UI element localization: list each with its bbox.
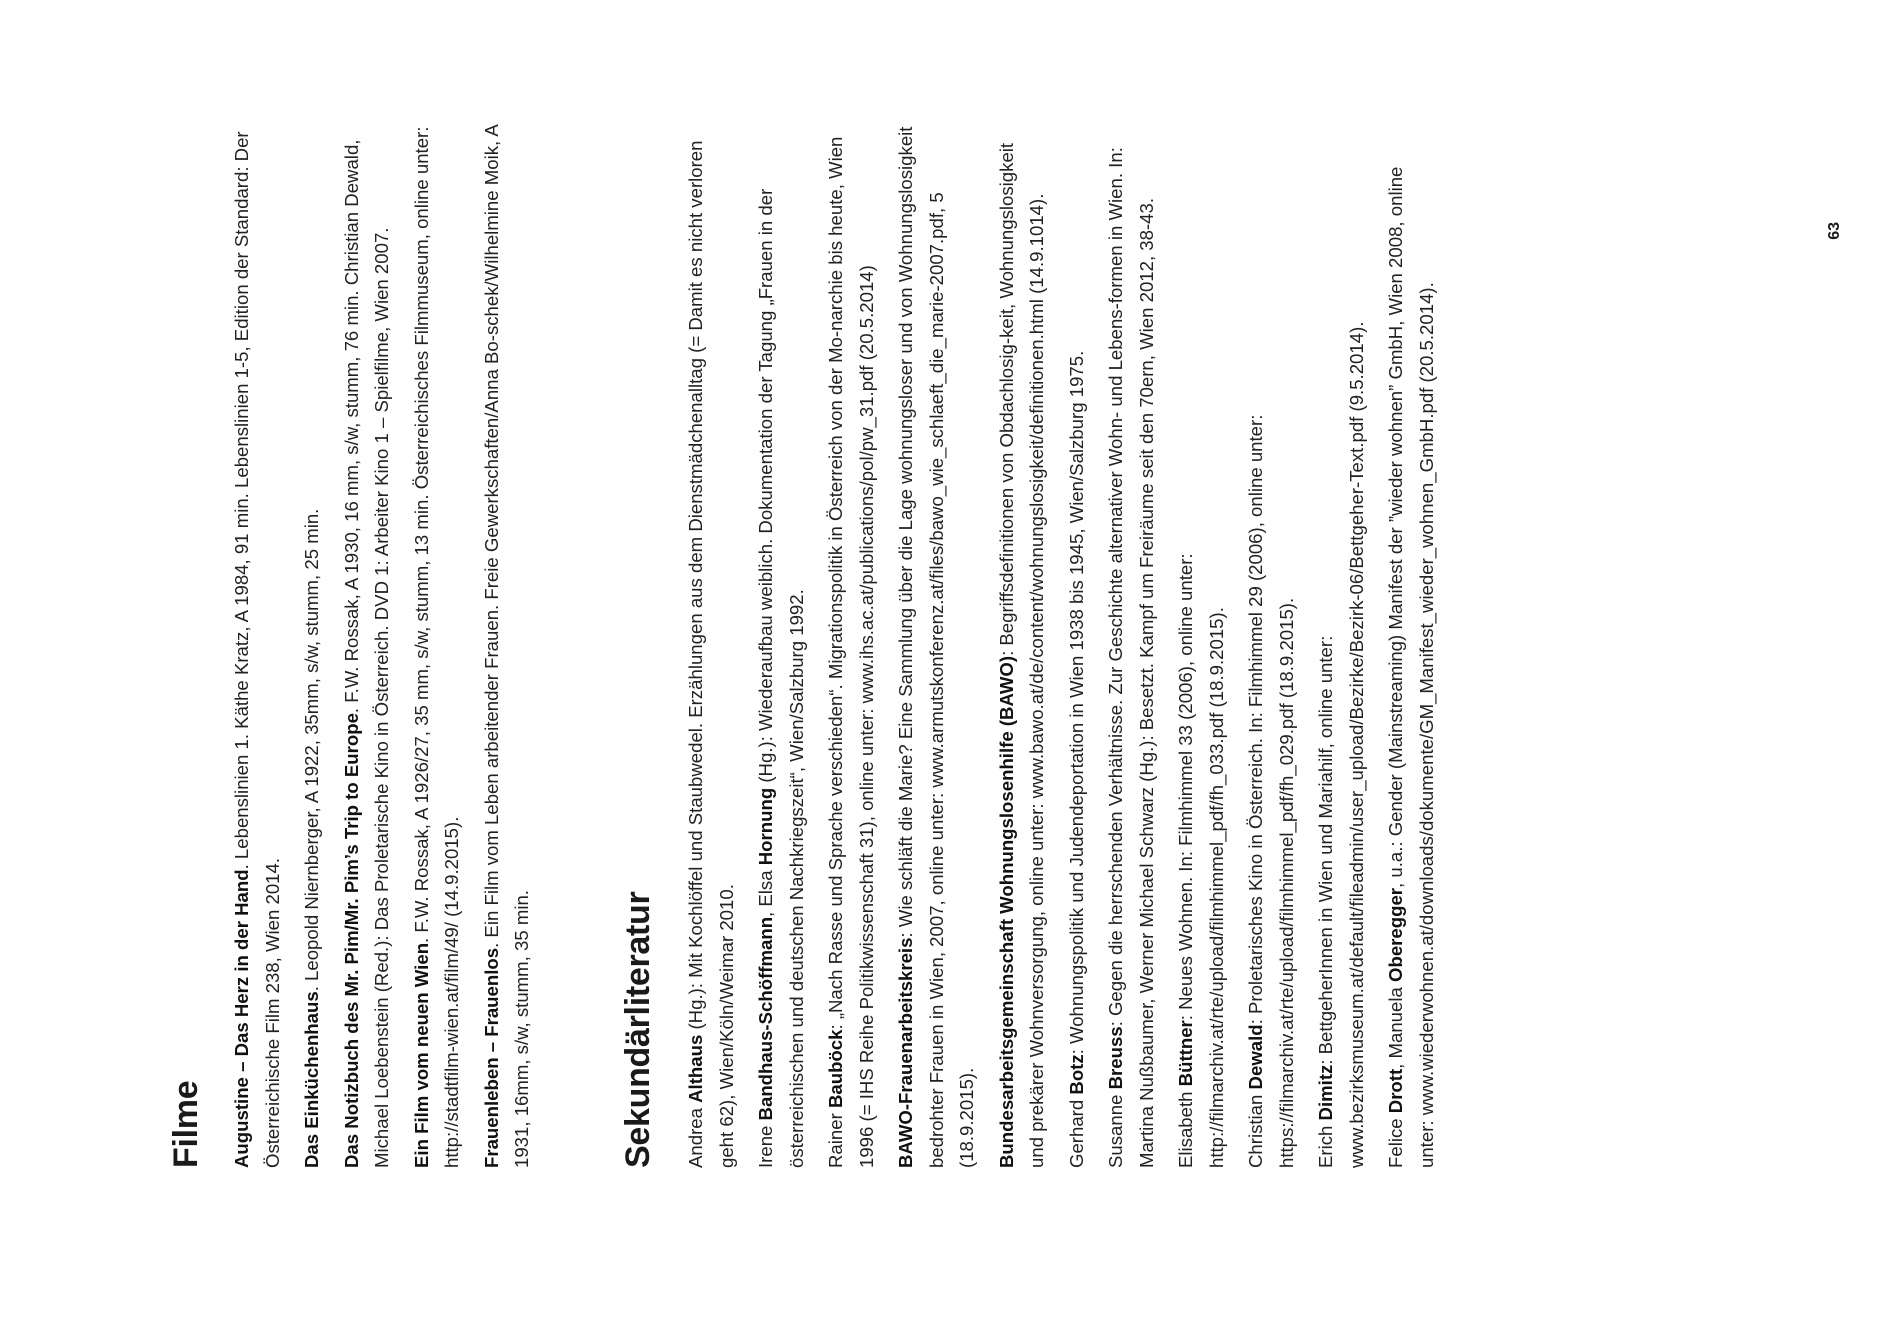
- entry-text: , Manuela: [1385, 982, 1407, 1069]
- entry-bold-text: Bauböck: [825, 1029, 847, 1109]
- bibliography-entry: [337, 118, 398, 1168]
- entry-text: : Wie schläft die Marie? Eine Sammlung über die Lage wohnungsloser und von Wohnungslosigkeit bedrohter Frauen in Wien, 2007, online unter: www.armutskonferenz.at/files/bawo_wie_schlaeft_die_marie-2007.pdf, 5 (18.9.2015).: [895, 126, 978, 1168]
- entry-text: Elisabeth: [1175, 1086, 1197, 1168]
- entry-bold-text: Drott: [1385, 1068, 1407, 1114]
- entry-text: Felice: [1385, 1113, 1407, 1168]
- entry-text: : Wohnungspolitik und Judendeportation in Wien 1938 bis 1945, Wien/Salzburg 1975.: [1065, 350, 1087, 1055]
- entry-text: : „Nach Rasse und Sprache verschieden“. Migrationspolitik in Österreich von der Mo-narchie bis heute, Wien 1996 (= IHS Reihe Politikwissenschaft 31), online unter: www.ihs.ac.at/publications/pol/pw_31.pdf (20.5.2014): [825, 136, 877, 1168]
- bibliography-entry: [821, 118, 882, 1168]
- bibliography-entry: [1101, 118, 1162, 1168]
- section-heading-filme: Filme: [167, 1080, 205, 1168]
- entry-text: , u.a.: Gender (Mainstreaming) Manifest der ”wieder wohnen” GmbH, Wien 2008, online unter: www.wiederwohnen.at/downloads/dokumente/GM_Manifest_wieder_wohnen_GmbH.pdf (20.5.2014).: [1385, 166, 1437, 1168]
- entry-text: Rainer: [825, 1108, 847, 1168]
- page-number: 63: [1826, 222, 1843, 240]
- entry-bold-text: Ein Film vom neuen Wien: [410, 942, 432, 1168]
- entry-bold-text: Breuss: [1105, 1026, 1127, 1090]
- entry-text: (Hg.): Wiederaufbau weiblich. Dokumentation der Tagung „Frauen in der österreichischen und deutschen Nachkriegszeit“, Wien/Salzburg 1992.: [755, 188, 807, 1168]
- entry-bold-text: Oberegger: [1385, 887, 1407, 982]
- entry-text: . F.W. Rossak, A 1930, 16 mm, s/w, stumm, 76 min. Christian Dewald, Michael Loebenstein (Red.): Das Proletarische Kino in Österreich. DVD 1: Arbeiter Kino 1 – Spielfilme, Wien 2007.: [340, 139, 393, 1168]
- entry-bold-text: Dewald: [1245, 1024, 1267, 1090]
- bibliography-entry: [1311, 118, 1372, 1168]
- bibliography-entry: [681, 118, 742, 1168]
- bibliography-entry: [1381, 118, 1442, 1168]
- entry-bold-text: Das Notizbuch des Mr. Pim/Mr. Pim’s Trip to Europe: [340, 713, 362, 1168]
- entry-bold-text: Hornung: [755, 787, 777, 866]
- bibliography-entry: [1062, 118, 1093, 1168]
- bibliography-entry: [1171, 118, 1232, 1168]
- bibliography-entry: [297, 118, 328, 1168]
- entry-text: : BettgeherInnen in Wien und Mariahilf, online unter: www.bezirksmuseum.at/default/fileadmin/user_upload/Bezirke/Bezirk-06/Bettgeher-Text.pdf (9.5.2014).: [1315, 321, 1367, 1168]
- entry-text: . F.W. Rossak, A 1926/27, 35 mm, s/w, stumm, 13 min. Österreichisches Filmmuseum, online unter: http://stadtfilm-wien.at/film/49/ (14.9.2015).: [410, 126, 463, 1168]
- bibliography-entry: [992, 118, 1053, 1168]
- entry-text: : Neues Wohnen. In: Filmhimmel 33 (2006), online unter: http://filmarchiv.at/rte/upload/filmhimmel_pdf/fh_033.pdf (18.9.2015).: [1175, 553, 1227, 1168]
- entry-text: Irene: [755, 1120, 777, 1168]
- entry-bold-text: Botz: [1065, 1054, 1087, 1095]
- entry-text: (Hg.): Mit Kochlöffel und Staubwedel. Erzählungen aus dem Dienstmädchenalltag (= Damit es nicht verloren geht 62), Wien/Köln/Weimar 2010.: [685, 140, 737, 1168]
- entry-bold-text: BAWO-Frauenarbeitskreis: [895, 937, 917, 1168]
- entry-text: : Proletarisches Kino in Österreich. In: Filmhimmel 29 (2006), online unter: https://filmarchiv.at/rte/upload/filmhimmel_pdf/fh_029.pdf (18.9.2015).: [1245, 414, 1297, 1168]
- bibliography-entry: [477, 118, 538, 1168]
- sekundaerliteratur-list: [681, 118, 1442, 1168]
- entry-text: . Leopold Niernberger, A 1922, 35mm, s/w, stumm, 25 min.: [301, 508, 323, 992]
- bibliography-entry: [227, 118, 288, 1168]
- entry-text: Erich: [1315, 1120, 1337, 1168]
- bibliography-entry: [1241, 118, 1302, 1168]
- entry-bold-text: Althaus: [685, 1034, 707, 1103]
- entry-text: Gerhard: [1065, 1094, 1087, 1168]
- bibliography-entry: [407, 118, 468, 1168]
- entry-bold-text: Bandhaus-Schöffmann: [755, 916, 777, 1121]
- entry-text: : Gegen die herrschenden Verhältnisse. Zur Geschichte alternativer Wohn- und Lebens-formen in Wien. In: Martina Nußbaumer, Werner Michael Schwarz (Hg.): Besetzt. Kampf um Freiräume seit den 70ern, Wien 2012, 38-43.: [1105, 147, 1157, 1168]
- entry-text: Christian: [1245, 1089, 1267, 1168]
- entry-bold-text: Augustine – Das Herz in der Hand: [231, 869, 253, 1168]
- entry-text: . Lebenslinien 1. Käthe Kratz, A 1984, 91 min. Lebenslinien 1-5, Edition der Standard: Der Österreichische Film 238, Wien 2014.: [231, 131, 283, 1168]
- entry-text: . Ein Film vom Leben arbeitender Frauen. Freie Gewerkschaften/Anna Bo-schek/Wilhelmine Moik, A 1931, 16mm, s/w, stumm, 35 min.: [480, 125, 533, 1168]
- entry-text: : Begriffsdefinitionen von Obdachlosig-keit, Wohnungslosigkeit und prekärer Wohnversorgung, online unter: www.bawo.at/de/content/wohnungslosigkeit/definitionen.html (14.9.1014).: [995, 142, 1048, 1168]
- filme-list: [227, 118, 538, 1168]
- bibliography-entry: [891, 118, 983, 1168]
- page-content: [168, 118, 1451, 1168]
- entry-bold-text: Büttner: [1175, 1020, 1197, 1087]
- section-heading-sekundaerliteratur: Sekundärliteratur: [618, 891, 657, 1168]
- entry-bold-text: Dimitz: [1315, 1064, 1337, 1121]
- entry-text: Andrea: [685, 1102, 707, 1168]
- entry-text: , Elsa: [755, 865, 777, 917]
- bibliography-entry: [751, 118, 812, 1168]
- entry-bold-text: Bundesarbeitsgemeinschaft Wohnungslosenhilfe (BAWO): [995, 655, 1017, 1168]
- entry-text: Susanne: [1105, 1089, 1127, 1168]
- entry-bold-text: Das Einküchenhaus: [301, 991, 323, 1168]
- entry-bold-text: Frauenleben – Frauenlos: [480, 947, 502, 1168]
